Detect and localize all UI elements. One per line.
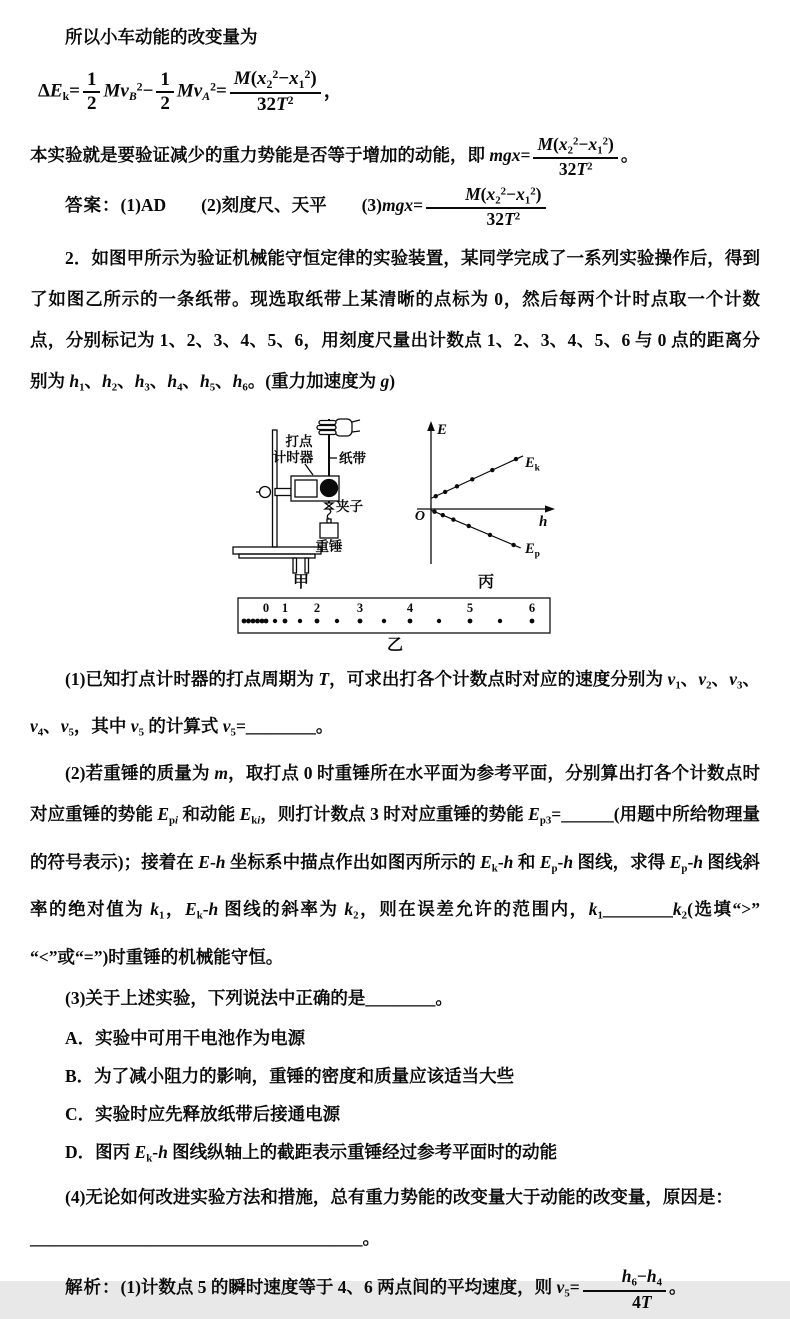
option-a: A．实验中可用干电池作为电源 — [65, 1027, 306, 1048]
tape-dot — [283, 618, 288, 623]
fraction: $\frac{1}{2}$ — [156, 69, 174, 116]
table-leg — [293, 558, 297, 573]
tape-dot — [255, 618, 260, 623]
tape-point-label: 6 — [528, 600, 536, 615]
answer-line — [30, 180, 760, 230]
part3-text: (3)关于上述实验，下列说法中正确的是________。 — [65, 987, 453, 1008]
graph-caption: 丙 — [477, 573, 495, 591]
analysis-body: (1)计数点 5 的瞬时速度等于 4、6 两点间的平均速度，则 v5= $\frac{h6-h4}{4T}$ 。 — [120, 1266, 687, 1312]
Ek-data-point — [455, 484, 459, 488]
part4-text: (4)无论如何改进实验方法和措施，总有重力势能的改变量大于动能的改变量，原因是： — [65, 1187, 733, 1208]
x-axis-arrow — [545, 505, 555, 512]
tape-dot — [335, 618, 339, 622]
tape-dot — [242, 618, 247, 623]
eh-graph — [411, 419, 563, 591]
ek-series-label: $E_k$ — [525, 454, 540, 474]
Ek-data-point — [443, 489, 447, 493]
tape-dot — [251, 618, 256, 623]
Ep-data-point — [432, 509, 436, 513]
fraction: $\frac{M(x2^2-x1^2)}{32T^2}$ — [426, 184, 545, 230]
tape-dots-layer — [242, 601, 536, 623]
option-b: B．为了减小阻力的影响，重锤的密度和质量应该适当大些 — [65, 1065, 515, 1086]
Ek-data-point — [470, 477, 474, 481]
analysis-label: 解析： — [65, 1277, 121, 1298]
tape-dot — [358, 618, 363, 623]
hand-holding-tape-icon — [317, 419, 360, 436]
tape-dot — [530, 618, 535, 623]
fraction: $\frac{M(x2^2-x1^2)}{32T^2}$ — [230, 68, 321, 116]
clip-shape — [325, 503, 333, 509]
apparatus-diagram — [227, 417, 397, 591]
apparatus-caption: 甲 — [292, 573, 310, 591]
timer-pointer-line — [305, 464, 313, 475]
tape-dot — [498, 618, 502, 622]
tape-point-label: 3 — [356, 600, 364, 615]
part2-text: (2)若重锤的质量为 m，取打点 0 时重锤所在水平面为参考平面，分别算出打各个计数点时对应重锤的势能 Epi 和动能 Eki，则打计数点 3 时对应重锤的势能 Ep3=______(用题中所给物理量的符号表示)；接着在 E-h 坐标系中描点作出如图丙所示的 Ek-h 和 Ep-h 图线，求得 Ep-h 图线斜率的绝对值为 k1，Ek-h 图线的斜率为 k2，则在误差允许的范围内，k1________k2(选填“>” “<”或“=”)时重锤的机械能守恒。 — [30, 763, 761, 967]
table-shelf — [239, 554, 315, 558]
weight-body — [320, 523, 338, 538]
Ep-data-point — [467, 523, 471, 527]
hook-shape — [327, 509, 331, 519]
tape-label: 纸带 — [339, 450, 366, 466]
ep-series-label: $E_p$ — [525, 540, 540, 560]
tape-dot — [382, 618, 386, 622]
tape-point-label: 2 — [313, 600, 321, 615]
tape-dot — [273, 618, 277, 622]
y-axis-arrow — [427, 421, 435, 431]
tape-figure — [30, 595, 760, 653]
tape-dot — [264, 618, 269, 623]
x-axis-label: h — [539, 513, 548, 530]
intro-line2: 本实验就是要验证减少的重力势能是否等于增加的动能，即 mgx= $\frac{M(x2^2-x1^2)}{32T^2}$ 。 — [30, 134, 639, 180]
option-d: D．图丙 Ek-h 图线纵轴上的截距表示重锤经过参考平面时的动能 — [65, 1141, 558, 1165]
tape-point-label: 1 — [281, 600, 289, 615]
table-leg — [305, 558, 309, 573]
tape-caption: 乙 — [386, 636, 404, 654]
y-axis-label: E — [437, 421, 448, 438]
tape-dot — [468, 618, 473, 623]
clamp-arm — [275, 488, 291, 495]
tape-diagram — [236, 595, 554, 653]
tape-point-label: 0 — [262, 600, 270, 615]
answer-label: 答案： — [65, 195, 121, 216]
tape-dot — [315, 618, 320, 623]
tape-dot — [298, 618, 302, 622]
analysis-line — [30, 1262, 760, 1318]
timer-label-line2: 计时器 — [272, 449, 314, 465]
timer-spool — [321, 479, 338, 496]
tape-point-label: 5 — [466, 600, 474, 615]
tape-dot — [408, 618, 413, 623]
origin-label: O — [414, 508, 425, 524]
clamp-knob — [260, 486, 271, 497]
answer-body: (1)AD (2)刻度尺、天平 (3)mgx= $\frac{M(x2^2-x1^2)}{32T^2}$ — [121, 195, 549, 215]
Ek-data-point — [514, 456, 518, 460]
fraction: $\frac{M(x2^2-x1^2)}{32T^2}$ — [533, 134, 617, 180]
tape-dot — [246, 618, 251, 623]
part4-blank: ______________________________________。 — [30, 1228, 380, 1249]
question2-text: 2．如图甲所示为验证机械能守恒定律的实验装置，某同学完成了一系列实验操作后，得到了如图乙所示的一条纸带。现选取纸带上某清晰的点标为 0，然后每两个计时点取一个计数点，分别标记为 1、2、3、4、5、6，用刻度尺量出计数点 1、2、3、4、5、6 与 0 点的距离分别为 h1、h2、h3、h4、h5、h6。(重力加速度为 g) — [30, 248, 760, 394]
Ep-data-point — [488, 532, 492, 536]
intro-line1: 所以小车动能的改变量为 — [65, 27, 258, 47]
tape-point-label: 4 — [406, 600, 414, 615]
table-top — [233, 547, 321, 554]
Ep-data-point — [441, 512, 445, 516]
part1-text: (1)已知打点计时器的打点周期为 T，可求出打各个计数点时对应的速度分别为 v1、v2、v3、v4、v5，其中 v5 的计算式 v5=________。 — [30, 668, 761, 739]
Ek-data-point — [434, 494, 438, 498]
timer-label-line1: 打点 — [285, 433, 313, 449]
clip-label: 夹子 — [336, 498, 363, 514]
Ep-data-point — [511, 542, 515, 546]
figure-jia-bing — [30, 417, 760, 591]
option-c: C．实验时应先释放纸带后接通电源 — [65, 1103, 341, 1124]
Ep-data-point — [451, 517, 455, 521]
fraction: $\frac{h6-h4}{4T}$ — [583, 1266, 666, 1312]
weight-label: 重锤 — [315, 538, 343, 554]
graph-plot-layer — [431, 455, 523, 547]
Ek-data-point — [490, 467, 494, 471]
tape-dot — [437, 618, 441, 622]
fraction: $\frac{1}{2}$ — [83, 69, 101, 116]
delta-ek-formula: ΔEk= $\frac{1}{2}$ MvB$^2$− $\frac{1}{2}$ MvA$^2$= $\frac{M(x2^2-x1^2)}{32T^2}$ ， — [38, 68, 343, 115]
